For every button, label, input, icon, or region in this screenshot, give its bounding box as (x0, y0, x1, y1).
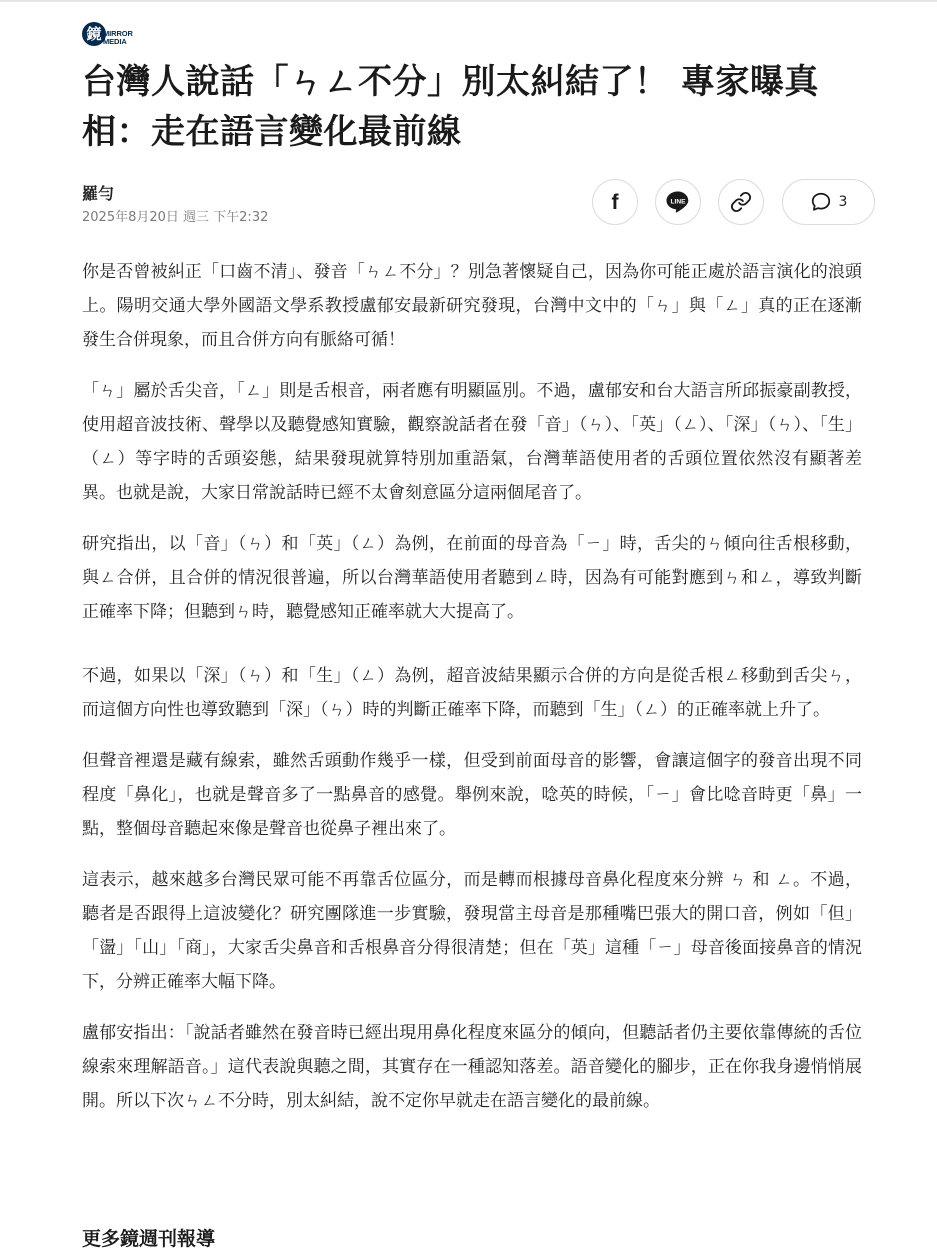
mirror-media-logo[interactable] (82, 20, 144, 48)
article-title: 台灣人說話「ㄣㄥ不分」別太糾結了！ 專家曝真相：走在語言變化最前線 (82, 62, 819, 152)
top-divider (0, 0, 937, 2)
article-paragraph: 這表示，越來越多台灣民眾可能不再靠舌位區分，而是轉而根據母音鼻化程度來分辨 ㄣ 和 ㄥ。不過，聽者是否跟得上這波變化？研究團隊進一步實驗，發現當主母音是那種嘴巴張大的開口音，例如「但」「盪」「山」「商」，大家舌尖鼻音和舌根鼻音分得很清楚；但在「英」這種「ㄧ」母音後面接鼻音的情況下，分辨正確率大幅下降。 (82, 870, 862, 992)
publish-date: 2025年8月20日 週三 下午2:32 (82, 210, 269, 225)
facebook-icon: f (611, 190, 619, 214)
article-paragraph: 「ㄣ」屬於舌尖音，「ㄥ」則是舌根音，兩者應有明顯區別。不過，盧郁安和台大語言所邱振豪副教授，使用超音波技術、聲學以及聽覺感知實驗，觀察說話者在發「音」（ㄣ）、「英」（ㄥ）、「深」（ㄣ）、「生」（ㄥ）等字時的舌頭姿態，結果發現就算特別加重語氣，台灣華語使用者的舌頭位置依然沒有顯著差異。也就是說，大家日常說話時已經不太會刻意區分這兩個尾音了。 (82, 381, 862, 503)
author-name[interactable]: 羅勻 (82, 184, 115, 203)
copy-link-button[interactable] (718, 179, 764, 225)
article-paragraph: 但聲音裡還是藏有線索，雖然舌頭動作幾乎一樣，但受到前面母音的影響，會讓這個字的發音出現不同程度「鼻化」，也就是聲音多了一點鼻音的感覺。舉例來說，唸英的時候，「ㄧ」會比唸音時更「鼻」一點，整個母音聽起來像是聲音也從鼻子裡出來了。 (82, 751, 862, 839)
logo-wordmark-line1: MIRROR (103, 29, 133, 38)
line-icon-label: LINE (670, 198, 686, 206)
link-icon (730, 191, 752, 213)
more-stories-heading: 更多鏡週刊報導 (82, 1228, 216, 1250)
article-paragraph: 研究指出，以「音」（ㄣ）和「英」（ㄥ）為例，在前面的母音為「ㄧ」時，舌尖的ㄣ傾向往舌根移動，與ㄥ合併，且合併的情況很普遍，所以台灣華語使用者聽到ㄥ時，因為有可能對應到ㄣ和ㄥ，導致判斷正確率下降；但聽到ㄣ時，聽覺感知正確率就大大提高了。 (82, 534, 862, 622)
comments-button[interactable] (782, 179, 875, 225)
logo-wordmark (103, 30, 147, 46)
logo-wordmark-line2: MEDIA (103, 37, 127, 46)
line-icon (665, 190, 691, 214)
article-paragraph: 你是否曾被糾正「口齒不清」、發音「ㄣㄥ不分」？別急著懷疑自己，因為你可能正處於語言演化的浪頭上。陽明交通大學外國語文學系教授盧郁安最新研究發現，台灣中文中的「ㄣ」與「ㄥ」真的正在逐漸發生合併現象，而且合併方向有脈絡可循！ (82, 262, 862, 350)
article-paragraph: 不過，如果以「深」（ㄣ）和「生」（ㄥ）為例，超音波結果顯示合併的方向是從舌根ㄥ移動到舌尖ㄣ，而這個方向性也導致聽到「深」（ㄣ）時的判斷正確率下降，而聽到「生」（ㄥ）的正確率就上升了。 (82, 666, 862, 720)
article-paragraph: 盧郁安指出：「說話者雖然在發音時已經出現用鼻化程度來區分的傾向，但聽話者仍主要依靠傳統的舌位線索來理解語音。」這代表說與聽之間，其實存在一種認知落差。語音變化的腳步，正在你我身邊悄悄展開。所以下次ㄣㄥ不分時，別太糾結，說不定你早就走在語言變化的最前線。 (82, 1023, 862, 1111)
article-body (82, 255, 862, 1135)
comment-icon (810, 191, 832, 213)
logo-emblem: 鏡 (82, 22, 106, 46)
share-line-button[interactable] (655, 179, 701, 225)
share-facebook-button[interactable] (592, 179, 638, 225)
comment-count: 3 (838, 194, 848, 210)
